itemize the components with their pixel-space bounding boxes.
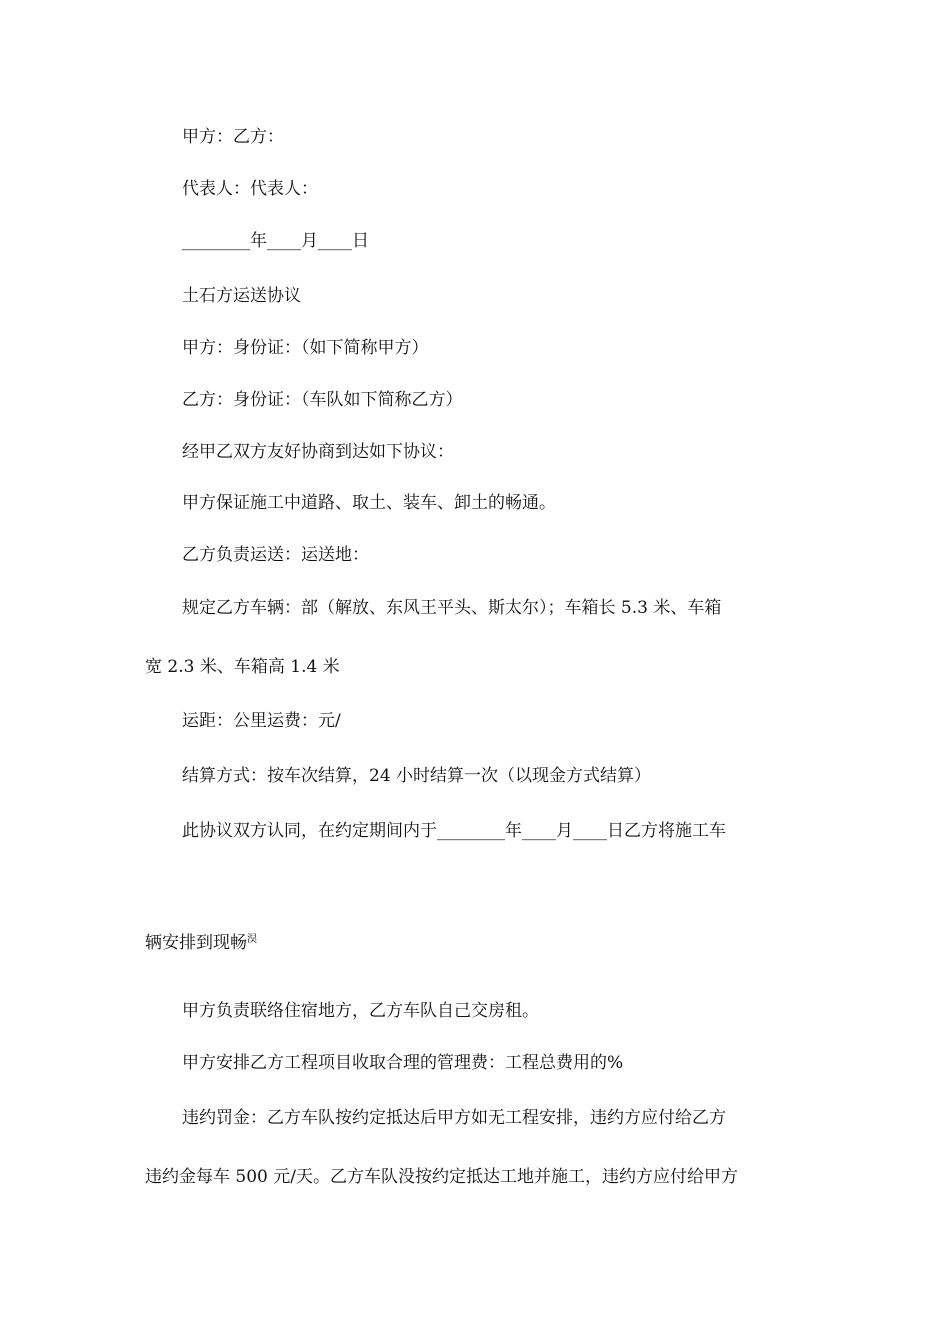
clause-management-fee: 甲方安排乙方工程项目收取合理的管理费：工程总费用的%: [182, 1053, 624, 1073]
clause-road-guarantee: 甲方保证施工中道路、取土、装车、卸土的畅通。: [182, 493, 556, 513]
clause-vehicles-cont: 宽 2.3 米、车箱高 1.4 米: [145, 657, 340, 677]
representatives-line: 代表人：代表人：: [182, 179, 318, 199]
artifact-glyph: 淏: [247, 934, 257, 945]
clause-distance-fee: 运距：公里运费：元/: [182, 711, 341, 731]
clause-schedule: 此协议双方认同，在约定期间内于________年____月____日乙方将施工车: [182, 821, 726, 841]
clause-penalty-cont: 违约金每车 500 元/天。乙方车队没按约定抵达工地并施工，违约方应付给甲方: [145, 1167, 738, 1187]
clause-schedule-cont: [145, 929, 257, 954]
agreement-intro: 经甲乙双方友好协商到达如下协议：: [182, 442, 454, 462]
date-line: ________年____月____日: [182, 231, 369, 251]
party-b-id-line: 乙方：身份证：（车队如下简称乙方）: [182, 390, 463, 410]
signature-parties-line: 甲方：乙方：: [182, 127, 284, 147]
clause-penalty: 违约罚金：乙方车队按约定抵达后甲方如无工程安排，违约方应付给乙方: [182, 1108, 726, 1128]
party-a-id-line: 甲方：身份证：（如下简称甲方）: [182, 338, 429, 358]
clause-lodging: 甲方负责联络住宿地方，乙方车队自己交房租。: [182, 1001, 539, 1021]
clause-schedule-cont-text: 辆安排到现畅: [145, 933, 247, 953]
document-title: 土石方运送协议: [182, 286, 301, 306]
clause-transport: 乙方负责运送：运送地：: [182, 545, 369, 565]
clause-settlement: 结算方式：按车次结算，24 小时结算一次（以现金方式结算）: [182, 766, 652, 786]
clause-vehicles: 规定乙方车辆：部（解放、东风王平头、斯太尔）；车箱长 5.3 米、车箱: [182, 598, 722, 618]
